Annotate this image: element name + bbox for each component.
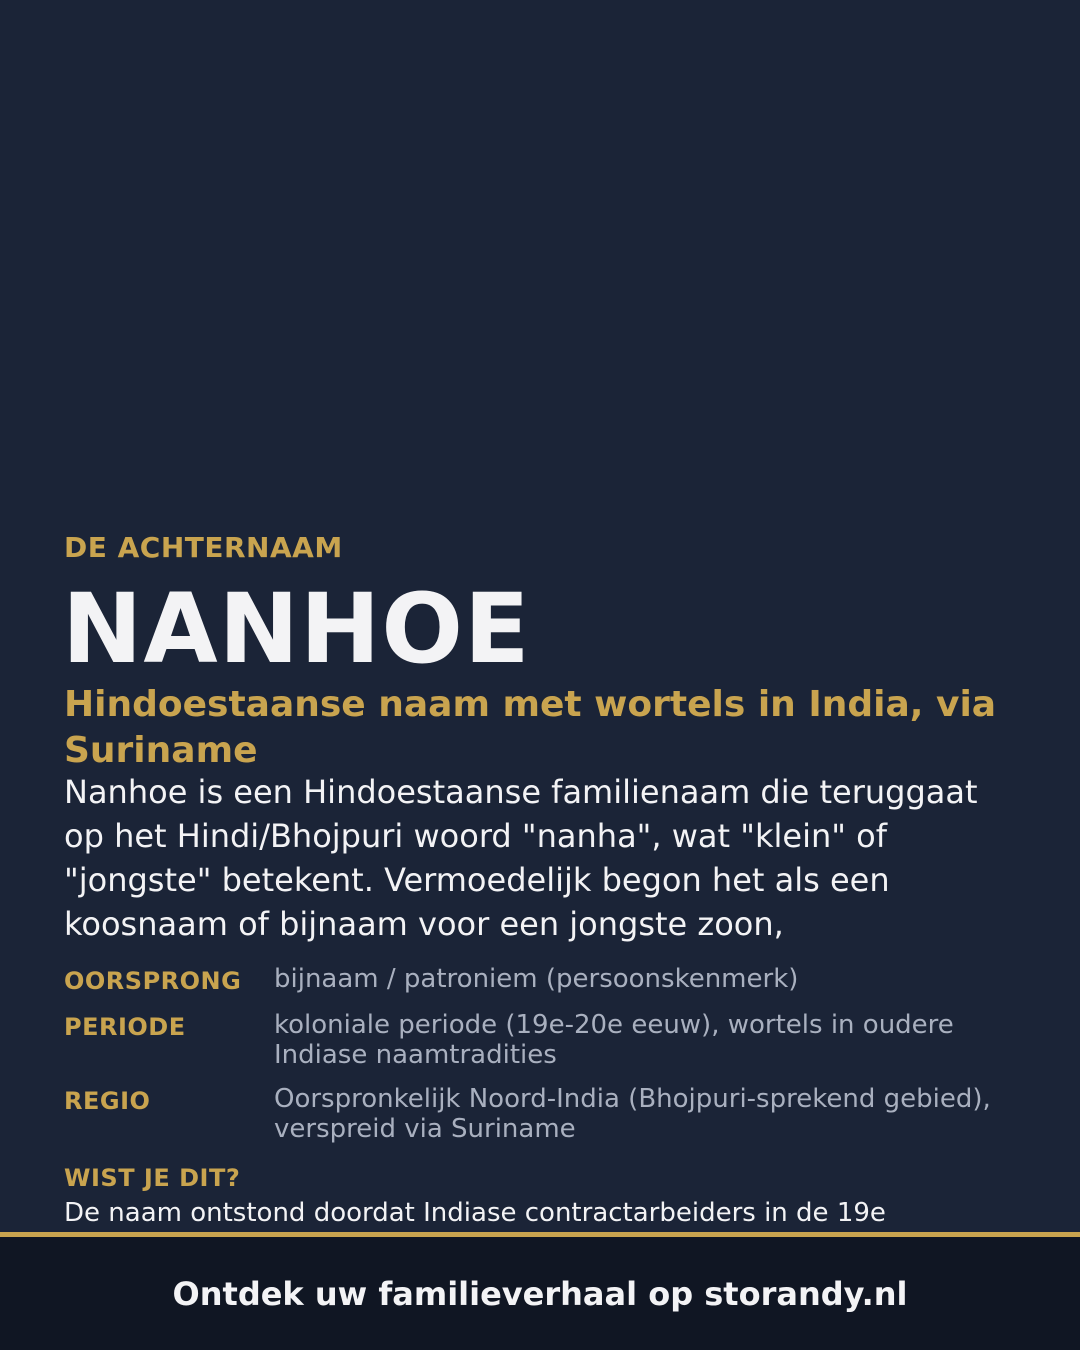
fact-value: bijnaam / patroniem (persoonskenmerk) [274, 964, 799, 994]
footer-bar [0, 1232, 1080, 1350]
footer-cta: Ontdek uw familieverhaal op storandy.nl [172, 1274, 908, 1313]
surname-description: Nanhoe is een Hindoestaanse familienaam die teruggaat op het Hindi/Bhojpuri woord "nanha", wat "klein" of "jongste" betekent. Vermoedelijk begon het als een koosnaam of bijnaam voor een jongste zoon, [64, 773, 978, 943]
fact-row-regio [64, 1084, 1024, 1144]
fact-label: PERIODE [64, 1013, 186, 1041]
fact-label: REGIO [64, 1087, 151, 1115]
surname-subtitle: Hindoestaanse naam met wortels in India, via Suriname [64, 684, 997, 771]
did-you-know-text: De naam ontstond doordat Indiase contractarbeiders in de 19e [64, 1198, 886, 1228]
eyebrow-label: DE ACHTERNAAM [64, 531, 343, 564]
fact-row-oorsprong [64, 964, 1024, 996]
fact-value: Oorspronkelijk Noord-India (Bhojpuri-sprekend gebied), verspreid via Suriname [274, 1084, 991, 1144]
surname-title: NANHOE [62, 573, 531, 685]
did-you-know-label: WIST JE DIT? [64, 1164, 241, 1192]
fact-row-periode [64, 1010, 1024, 1070]
fact-value: koloniale periode (19e-20e eeuw), wortels in oudere Indiase naamtradities [274, 1010, 954, 1070]
fact-label: OORSPRONG [64, 967, 242, 995]
facts-list [64, 964, 1024, 1158]
